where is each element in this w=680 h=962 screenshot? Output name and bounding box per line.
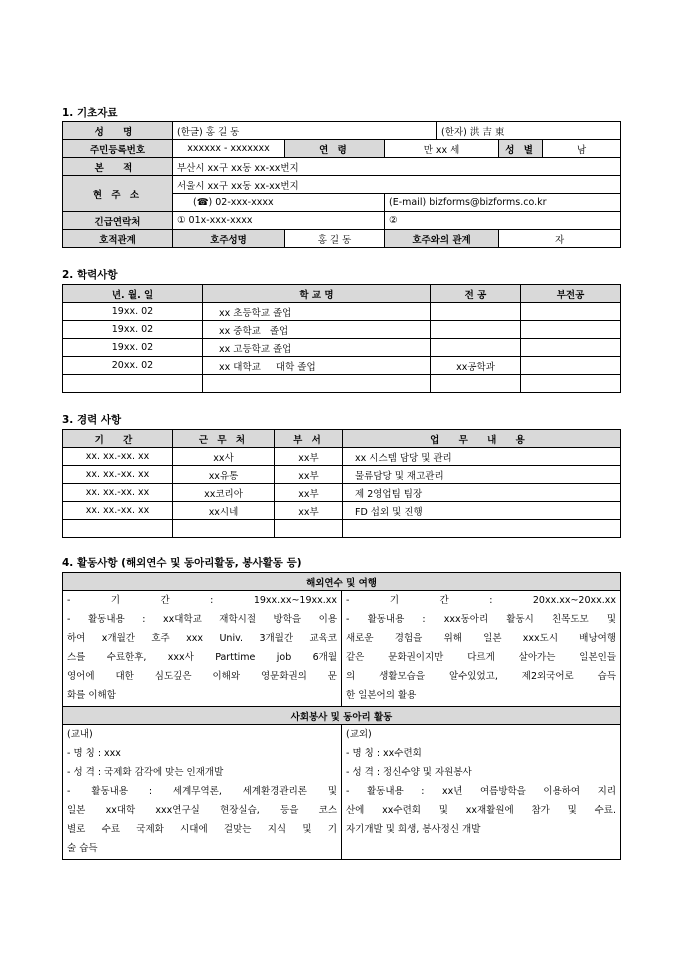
overseas-left-line: - 기 간 : 19xx.xx~19xx.xx	[67, 595, 337, 606]
career-header-duty: 업 무 내 용	[343, 430, 621, 448]
education-school	[203, 375, 431, 393]
service-left-line: - 성 격 : 국제화 감각에 맞는 인재개발	[67, 767, 224, 778]
career-duty	[343, 520, 621, 538]
overseas-right-line: 한 일본어의 활용	[346, 690, 417, 701]
career-dept: xx부	[275, 484, 343, 502]
education-header-date: 년. 월. 일	[63, 285, 203, 303]
origin-label: 본 적	[63, 158, 173, 176]
education-date	[63, 375, 203, 393]
service-header: 사회봉사 및 동아리 활동	[63, 707, 621, 725]
relation-value: 자	[499, 230, 621, 248]
age-value: 만 xx 세	[385, 140, 499, 158]
rrn-value: xxxxxx - xxxxxxx	[173, 140, 285, 158]
overseas-right-line: - 활동내용 : xxx동아리 활동시 친목도모 및	[346, 614, 617, 625]
career-period: xx. xx.-xx. xx	[63, 448, 173, 466]
table-row	[63, 466, 621, 484]
education-minor	[521, 303, 621, 321]
section-title-basic: 1. 기초자료	[62, 107, 118, 119]
section-title-activities: 4. 활동사항 (해외연수 및 동아리활동, 봉사활동 등)	[62, 557, 302, 569]
emergency-contact-2: ②	[385, 212, 621, 230]
education-date: 19xx. 02	[63, 321, 203, 339]
phone-value: (☎) 02-xxx-xxxx	[173, 194, 385, 212]
service-left-line: - 명 칭 : xxx	[67, 748, 121, 759]
sex-value: 남	[543, 140, 621, 158]
table-row	[63, 321, 621, 339]
overseas-left-line: 영어에 대한 심도깊은 이해와 영문화권의 문	[67, 671, 337, 682]
career-dept: xx부	[275, 448, 343, 466]
career-company: xx유통	[173, 466, 275, 484]
service-left-line: 술 습득	[67, 843, 98, 854]
education-header-school: 학 교 명	[203, 285, 431, 303]
service-left-line: 일본 xx대학 xxx연구실 현장실습, 등을 코스	[67, 805, 337, 816]
service-left-line: 별로 수료 국제화 시대에 걸맞는 지식 및 기	[67, 824, 337, 835]
career-company: xx코리아	[173, 484, 275, 502]
overseas-right-line: - 기 간 : 20xx.xx~20xx.xx	[346, 595, 617, 606]
activities-table	[62, 572, 621, 860]
sex-label: 성 별	[499, 140, 543, 158]
overseas-right-line: 의 생활모습을 알수있었고, 제2외국어로 습득	[346, 671, 617, 682]
career-duty: FD 섭외 및 진행	[343, 502, 621, 520]
career-dept: xx부	[275, 466, 343, 484]
table-row	[63, 303, 621, 321]
origin-value: 부산시 xx구 xx동 xx-xx번지	[173, 158, 621, 176]
education-minor	[521, 375, 621, 393]
table-row	[63, 520, 621, 538]
career-period: xx. xx.-xx. xx	[63, 466, 173, 484]
address-label: 현 주 소	[63, 176, 173, 212]
career-duty: 물류담당 및 재고관리	[343, 466, 621, 484]
education-major	[431, 339, 521, 357]
overseas-header: 해외연수 및 여행	[63, 573, 621, 591]
table-row	[63, 357, 621, 375]
education-date: 19xx. 02	[63, 339, 203, 357]
education-major	[431, 303, 521, 321]
name-korean: (한글) 홍 길 동	[173, 122, 437, 140]
table-row	[63, 502, 621, 520]
relation-label: 호주와의 관계	[385, 230, 499, 248]
email-value: (E-mail) bizforms@bizforms.co.kr	[385, 194, 621, 212]
service-right-line: 산에 xx수련회 및 xx재활원에 참가 및 수료.	[346, 805, 617, 816]
career-company: xx사	[173, 448, 275, 466]
service-right-line: - 성 격 : 정신수양 및 자원봉사	[346, 767, 472, 778]
education-major	[431, 375, 521, 393]
section-title-education: 2. 학력사항	[62, 269, 118, 281]
overseas-right-line: 새로운 경험을 위해 일본 xxx도시 배낭여행	[346, 633, 617, 644]
career-dept: xx부	[275, 502, 343, 520]
family-head-value: 홍 길 동	[285, 230, 385, 248]
family-label: 호적관계	[63, 230, 173, 248]
education-minor	[521, 339, 621, 357]
age-label: 연 령	[285, 140, 385, 158]
rrn-label: 주민등록번호	[63, 140, 173, 158]
education-header-major: 전 공	[431, 285, 521, 303]
career-duty: 제 2영업팀 팀장	[343, 484, 621, 502]
career-company	[173, 520, 275, 538]
basic-info-table	[62, 121, 621, 248]
name-hanja: (한자) 洪 吉 東	[437, 122, 621, 140]
emergency-contact-1: ① 01x-xxx-xxxx	[173, 212, 385, 230]
education-minor	[521, 357, 621, 375]
overseas-left-cell	[63, 591, 342, 707]
career-period	[63, 520, 173, 538]
education-school: xx 초등학교 졸업	[203, 303, 431, 321]
career-dept	[275, 520, 343, 538]
service-right-line: - 활동내용 : xx년 여름방학을 이용하여 지리	[346, 786, 617, 797]
overseas-left-line: 스를 수료한후, xxx사 Parttime job 6개월	[67, 652, 337, 663]
education-major: xx공학과	[431, 357, 521, 375]
education-major	[431, 321, 521, 339]
career-duty: xx 시스템 담당 및 관리	[343, 448, 621, 466]
career-header-dept: 부 서	[275, 430, 343, 448]
career-company: xx시네	[173, 502, 275, 520]
overseas-left-line: 하여 x개월간 호주 xxx Univ. 3개월간 교육코	[67, 633, 337, 644]
service-left-cell	[63, 725, 342, 860]
education-date: 20xx. 02	[63, 357, 203, 375]
education-school: xx 중학교 졸업	[203, 321, 431, 339]
education-table	[62, 284, 621, 393]
overseas-left-line: - 활동내용 : xx대학교 재학시절 방학을 이용	[67, 614, 337, 625]
education-header-minor: 부전공	[521, 285, 621, 303]
service-left-line: (교내)	[67, 729, 93, 740]
service-left-line: - 활동내용 : 세계무역론, 세계환경관리론 및	[67, 786, 337, 797]
overseas-right-line: 같은 문화권이지만 다르게 살아가는 일본인들	[346, 652, 617, 663]
overseas-left-line: 화를 이해함	[67, 690, 116, 701]
service-right-cell	[342, 725, 621, 860]
service-right-line: (교외)	[346, 729, 372, 740]
career-header-period: 기 간	[63, 430, 173, 448]
overseas-right-cell	[342, 591, 621, 707]
education-school: xx 고등학교 졸업	[203, 339, 431, 357]
section-title-career: 3. 경력 사항	[62, 414, 122, 426]
education-minor	[521, 321, 621, 339]
address-value: 서울시 xx구 xx동 xx-xx번지	[173, 176, 621, 194]
career-header-company: 근 무 처	[173, 430, 275, 448]
education-school: xx 대학교 대학 졸업	[203, 357, 431, 375]
emergency-label: 긴급연락처	[63, 212, 173, 230]
service-right-line: - 명 칭 : xx수련회	[346, 748, 422, 759]
table-row	[63, 484, 621, 502]
table-row	[63, 448, 621, 466]
education-date: 19xx. 02	[63, 303, 203, 321]
family-head-label: 호주성명	[173, 230, 285, 248]
service-right-line: 자기개발 및 희생, 봉사정신 개발	[346, 824, 481, 835]
career-period: xx. xx.-xx. xx	[63, 484, 173, 502]
career-table	[62, 429, 621, 538]
career-period: xx. xx.-xx. xx	[63, 502, 173, 520]
name-label: 성 명	[63, 122, 173, 140]
table-row	[63, 375, 621, 393]
table-row	[63, 339, 621, 357]
